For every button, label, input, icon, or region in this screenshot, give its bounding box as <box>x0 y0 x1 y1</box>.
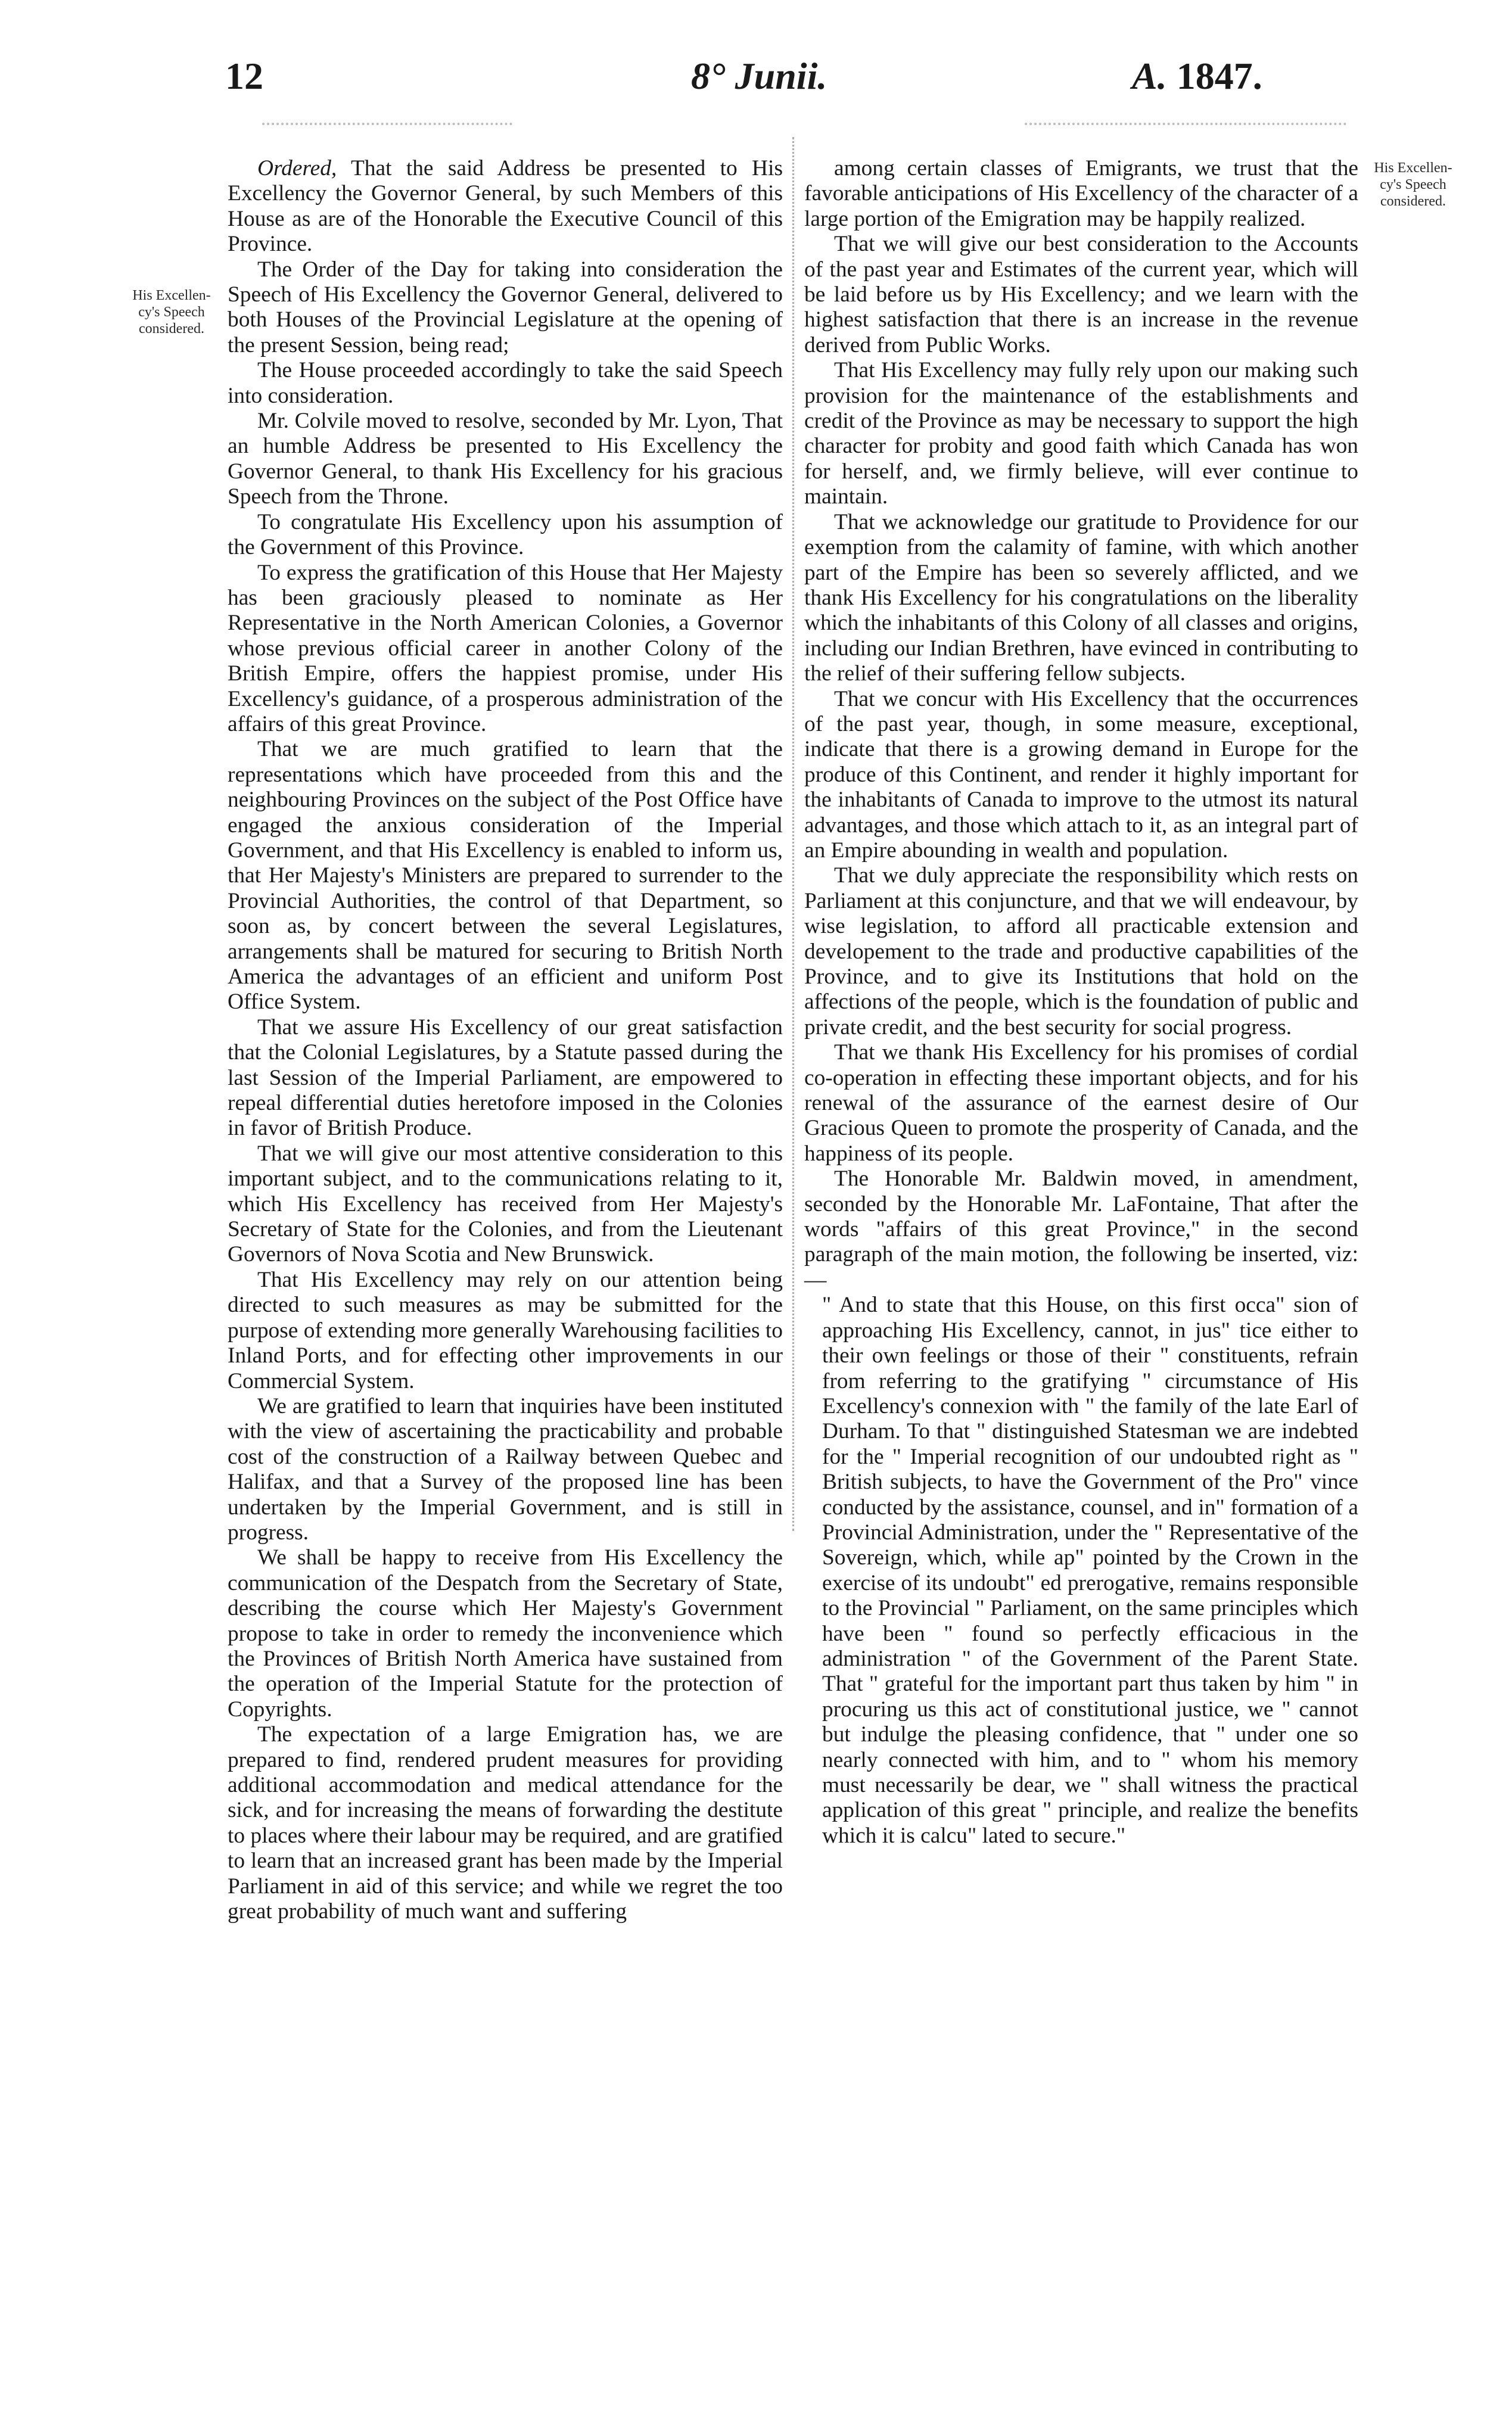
paragraph <box>228 409 783 510</box>
paragraph <box>804 1166 1358 1293</box>
column-divider <box>792 137 794 1531</box>
paragraph-text: We are gratified to learn that inquiries have been instituted with the view of ascertaining the practicability and probable cost of the construction of a Railway between Quebec and Halifax, and that a Survey of the proposed line has been undertaken by the Imperial Government, and is still in progress. <box>228 1393 783 1545</box>
paragraph <box>228 1545 783 1722</box>
paragraph-text: That we are much gratified to learn that the representations which have proceeded from this and the neighbouring Provinces on the subject of the Post Office have engaged the anxious consideration of the Imperial Government, and that His Excellency is enabled to inform us, that Her Majesty's Ministers are prepared to surrender to the Provincial Authorities, the control of that Department, so soon as, by concert between the several Legislatures, arrangements shall be matured for securing to British North America the advantages of an efficient and uniform Post Office System. <box>228 737 783 1015</box>
paragraph <box>804 510 1358 687</box>
paragraph-text: To express the gratification of this House that Her Majesty has been graciously pleased to nominate as Her Representative in the North American Colonies, a Governor whose previous official career in another Colony of the British Empire, offers the happiest promise, under His Excellency's guidance, of a prosperous administration of the affairs of this great Province. <box>228 560 783 736</box>
paragraph-text: That we will give our most attentive consideration to this important subject, and to the communications relating to it, which His Excellency has received from Her Majesty's Secretary of State for the Colonies, and from the Lieutenant Governors of Nova Scotia and New Brunswick. <box>228 1141 783 1267</box>
header-date: 8° Junii. <box>691 55 827 97</box>
paragraph <box>804 863 1358 1040</box>
header-year <box>1132 52 1262 100</box>
paragraph-lead: Ordered, <box>257 156 337 181</box>
paragraph <box>804 687 1358 864</box>
paragraph-text: among certain classes of Emigrants, we trust that the favorable anticipations of His Excellency of the character of a large portion of the Emigration may be happily realized. <box>804 156 1358 231</box>
paragraph-text: That we acknowledge our gratitude to Providence for our exemption from the calamity of famine, with which another part of the Empire has been so severely afflicted, and we thank His Excellency for his congratulations on the liberality which the inhabitants of this Colony of all classes and origins, including our Indian Brethren, have evinced in contributing to the relief of their suffering fellow subjects. <box>804 509 1358 686</box>
paragraph <box>804 1293 1358 1849</box>
header-dotted-rule-left <box>262 123 512 130</box>
paragraph <box>228 156 783 257</box>
paragraph-text: The House proceeded accordingly to take the said Speech into consideration. <box>228 358 783 408</box>
paragraph <box>804 1040 1358 1166</box>
paragraph <box>804 156 1358 232</box>
header-year-number: 1847. <box>1176 55 1262 97</box>
paragraph-text: That the said Address be presented to His Excellency the Governor General, by such Members of this House as are of the Honorable the Executive Council of this Province. <box>228 156 783 257</box>
paragraph-text: The expectation of a large Emigration has, we are prepared to find, rendered prudent measures for providing additional accommodation and medical attendance for the sick, and for increasing the means of forwarding the destitute to places where their labour may be required, and are gratified to learn that an increased grant has been made by the Imperial Parliament in aid of this service; and while we regret the too great probability of much want and suffering <box>228 1722 783 1924</box>
paragraph <box>228 510 783 561</box>
paragraph-text: We shall be happy to receive from His Excellency the communication of the Despatch from the Secretary of State, describing the course which Her Majesty's Government propose to take in order to remedy the inconvenience which the Provinces of British North America have sustained from the operation of the Imperial Statute for the protection of Copyrights. <box>228 1545 783 1722</box>
paragraph-text: The Order of the Day for taking into consideration the Speech of His Excellency the Governor General, delivered to both Houses of the Provincial Legislature at the opening of the present Session, being read; <box>228 257 783 357</box>
paragraph-text: " And to state that this House, on this first occa" sion of approaching His Excellency, cannot, in jus" tice either to their own feelings or those of their " constituents, refrain from referring to the gratifying " circumstance of His Excellency's connexion with " the family of the late Earl of Durham. To that " distinguished Statesman we are indebted for the " Imperial recognition of our undoubted right as " British subjects, to have the Government of the Pro" vince conducted by the assistance, counsel, and in" formation of a Provincial Administration, under the " Representative of the Sovereign, which, while ap" pointed by the Crown in the exercise of its undoubt" ed prerogative, remains responsible to the Provincial " Parliament, on the same principles which have been " found so perfectly efficacious in the administration " of the Government of the Parent State. That " grateful for the important part thus taken by him " in procuring us this act of constitutional justice, we " cannot but indulge the pleasing confidence, that " under one so nearly connected with him, and to " whom his memory must necessarily be dear, we " shall witness the practical application of this great " principle, and realize the benefits which it is calcu" lated to secure." <box>822 1293 1358 1848</box>
paragraph-text: That we duly appreciate the responsibility which rests on Parliament at this conjuncture, and that we will endeavour, by wise legislation, to afford all practicable extension and developement to the trade and productive capabilities of the Province, and to give its Institutions that hold on the affections of the people, which is the foundation of public and private credit, and the best security for social progress. <box>804 863 1358 1040</box>
paragraph-text: The Honorable Mr. Baldwin moved, in amendment, seconded by the Honorable Mr. LaFontaine, That after the words "affairs of this great Province," in the second paragraph of the main motion, the following be inserted, viz:— <box>804 1166 1358 1292</box>
paragraph-text: That we concur with His Excellency that the occurrences of the past year, though, in some measure, exceptional, indicate that there is a growing demand in Europe for the produce of this Continent, and render it highly important for the inhabitants of Canada to improve to the utmost its natural advantages, and those which attach to it, as an integral part of an Empire abounding in wealth and population. <box>804 686 1358 863</box>
paragraph <box>228 257 783 359</box>
paragraph <box>228 1015 783 1141</box>
paragraph <box>228 1141 783 1268</box>
paragraph <box>804 232 1358 358</box>
page-number: 12 <box>225 55 263 97</box>
paragraph <box>804 358 1358 509</box>
header-dotted-rule-right <box>1025 123 1346 130</box>
paragraph-text: That His Excellency may rely on our attention being directed to such measures as may be submitted for the purpose of extending more generally Warehousing facilities to Inland Ports, and for effecting other improvements in our Commercial System. <box>228 1267 783 1393</box>
paragraph-text: Mr. Colvile moved to resolve, seconded by Mr. Lyon, That an humble Address be presented to His Excellency the Governor General, to thank His Excellency for his gracious Speech from the Throne. <box>228 409 783 509</box>
right-column <box>804 156 1358 1849</box>
paragraph-text: That we assure His Excellency of our great satisfaction that the Colonial Legislatures, by a Statute passed during the last Session of the Imperial Parliament, are empowered to repeal differential duties heretofore imposed in the Colonies in favor of British Produce. <box>228 1015 783 1141</box>
paragraph <box>228 1268 783 1394</box>
paragraph <box>228 561 783 738</box>
paragraph <box>228 1394 783 1545</box>
paragraph-text: That we thank His Excellency for his promises of cordial co-operation in effecting these important objects, and for his renewal of the assurance of the earnest desire of Our Gracious Queen to promote the prosperity of Canada, and the happiness of its people. <box>804 1040 1358 1166</box>
paragraph <box>228 358 783 409</box>
paragraph-text: That His Excellency may fully rely upon our making such provision for the maintenance of the establishments and credit of the Province as may be necessary to support the high character for probity and good faith which Canada has won for herself, and, we firmly believe, will ever continue to maintain. <box>804 358 1358 509</box>
margin-note-right: His Excellen-cy's Speech considered. <box>1374 160 1452 209</box>
left-column <box>228 156 783 1924</box>
paragraph <box>228 737 783 1015</box>
paragraph-text: To congratulate His Excellency upon his assumption of the Government of this Province. <box>228 509 783 560</box>
paragraph <box>228 1722 783 1924</box>
margin-note-left: His Excellen-cy's Speech considered. <box>132 288 211 337</box>
header-year-prefix: A. <box>1132 55 1167 97</box>
paragraph-text: That we will give our best consideration to the Accounts of the past year and Estimates of the current year, which will be laid before us by His Excellency; and we learn with the highest satisfaction that there is an increase in the revenue derived from Public Works. <box>804 232 1358 357</box>
